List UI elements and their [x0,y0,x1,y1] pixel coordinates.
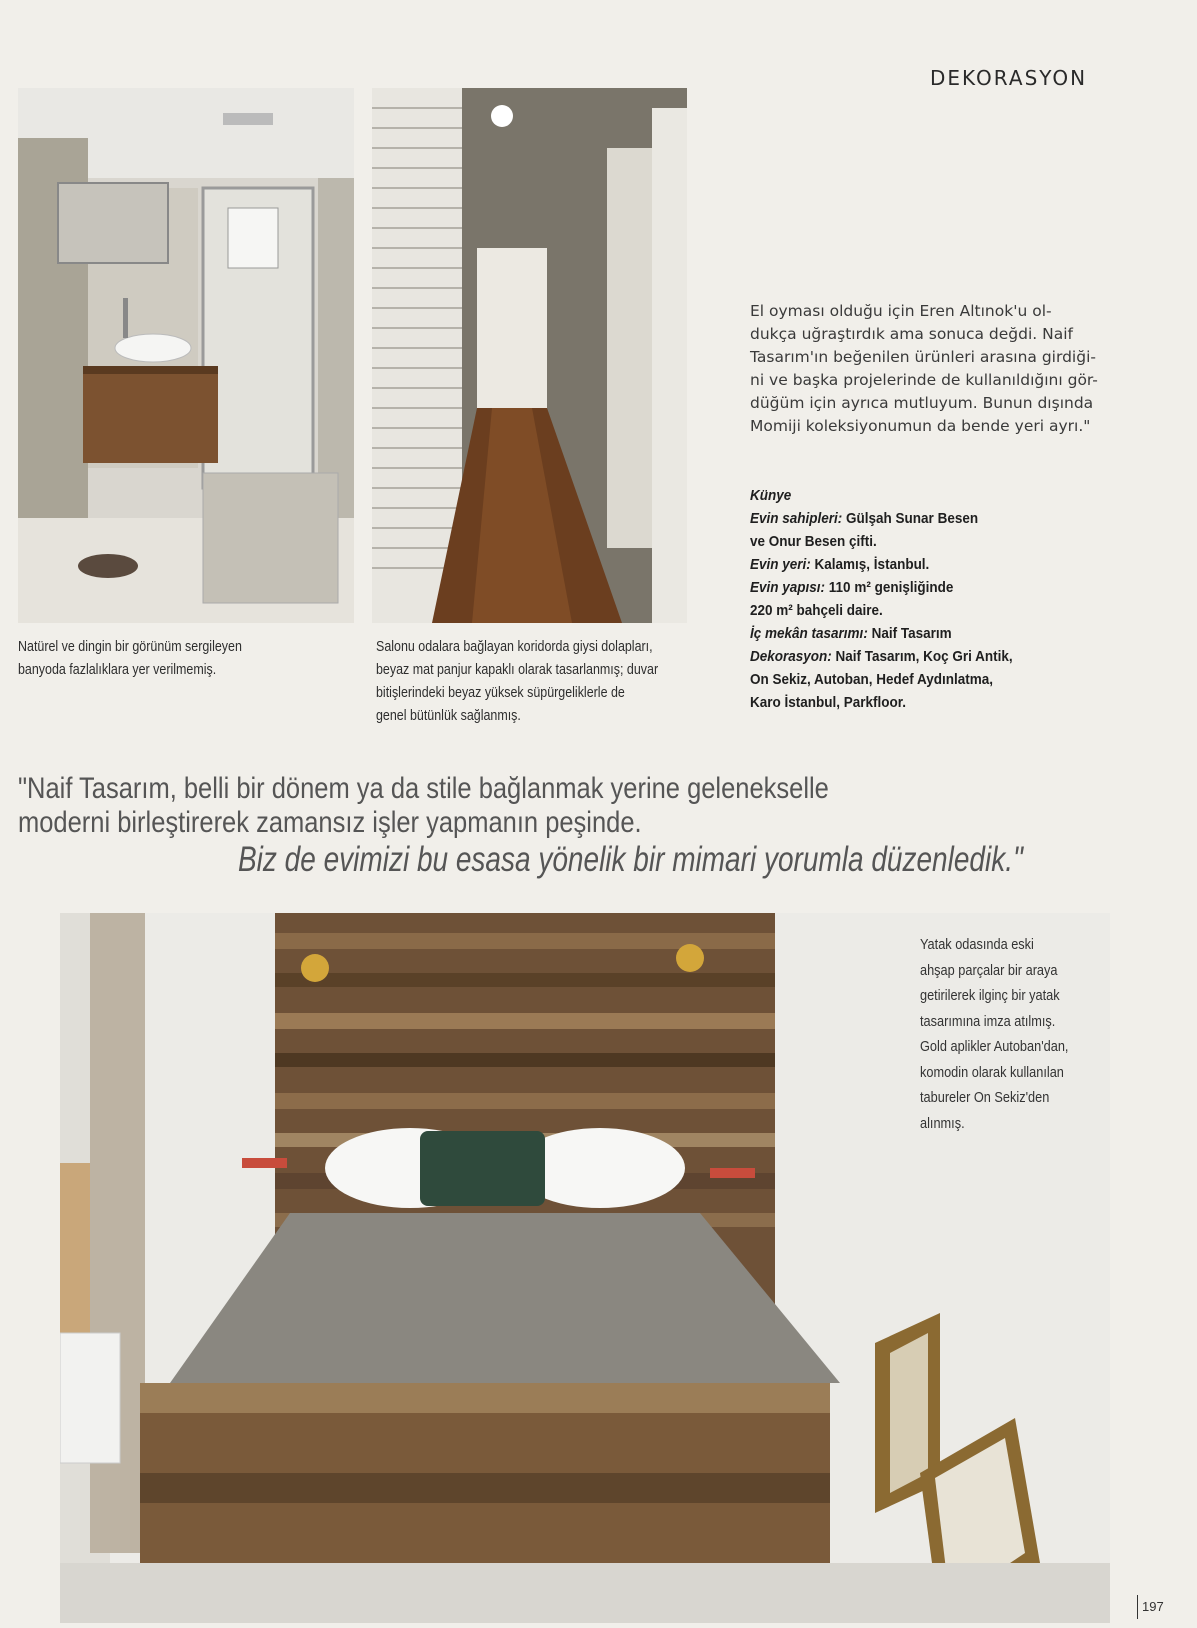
caption-line: ahşap parçalar bir araya [920,961,1058,979]
pull-quote [18,772,953,840]
kunye-value: Gülşah Sunar Besen [842,510,979,527]
quote-line: El oyması olduğu için Eren Altınok'u ol- [750,302,1052,320]
kunye-value: Karo İstanbul, Parkfloor. [750,694,907,711]
caption-line: banyoda fazlalıklara yer verilmemiş. [18,662,217,678]
caption-line: bitişlerindeki beyaz yüksek süpürgeliklerle de [376,685,625,701]
caption-line: getirilerek ilginç bir yatak [920,987,1060,1004]
kunye-label: Dekorasyon: [750,648,832,665]
caption-line: Gold aplikler Autoban'dan, [920,1038,1069,1055]
bathroom-photo [18,88,354,623]
kunye-value: Kalamış, İstanbul. [810,556,930,573]
kunye-title: Künye [750,487,792,504]
corridor-caption [376,636,686,728]
corridor-photo [372,88,687,623]
kunye-decor [750,645,1074,668]
pull-quote-line: "Naif Tasarım, belli bir dönem ya da stile bağlanmak yerine gelenekselle [18,772,829,805]
kunye-label: İç mekân tasarımı: [750,625,868,642]
caption-line: tasarımına imza atılmış. [920,1012,1056,1030]
caption-line: beyaz mat panjur kapaklı olarak tasarlanmış; duvar [376,662,659,678]
kunye-value: Naif Tasarım [867,625,952,642]
quote-line: Momiji koleksiyonumun da bende yeri ayrı." [750,417,1091,435]
caption-line: Yatak odasında eski [920,936,1034,953]
intro-quote [750,300,1135,438]
kunye-value: On Sekiz, Autoban, Hedef Aydınlatma, [750,671,994,688]
caption-line: genel bütünlük sağlanmış. [376,708,521,724]
quote-line: ni ve başka projelerinde de kullanıldığını gör- [750,371,1098,389]
kunye-value: 110 m² genişliğinde [825,579,954,596]
page-number: 197 [1137,1595,1164,1619]
caption-line: alınmış. [920,1114,965,1132]
section-title: DEKORASYON [930,66,1088,90]
kunye-value: ve Onur Besen çifti. [750,533,877,550]
kunye-label: Evin sahipleri: [750,510,843,527]
caption-line: Natürel ve dingin bir görünüm sergileyen [18,639,242,655]
quote-line: düğüm için ayrıca mutluyum. Bunun dışında [750,394,1094,412]
pull-quote-italic: Biz de evimizi bu esasa yönelik bir mimari yorumla düzenledik." [238,840,1023,879]
kunye-label: Evin yapısı: [750,579,826,596]
bathroom-caption [18,636,293,682]
kunye-place [750,553,1074,576]
quote-line: dukça uğraştırdık ama sonuca değdi. Naif [750,325,1073,343]
pull-quote-line: moderni birleştirerek zamansız işler yapmanın peşinde. [18,806,642,839]
kunye-block [750,484,1074,714]
kunye-owners [750,507,1074,530]
bedroom-caption [920,932,1073,1136]
kunye-structure [750,576,1074,599]
caption-line: Salonu odalara bağlayan koridorda giysi dolapları, [376,639,653,655]
kunye-value: 220 m² bahçeli daire. [750,602,883,619]
kunye-label: Evin yeri: [750,556,811,573]
quote-line: Tasarım'ın beğenilen ürünleri arasına girdiği- [750,348,1096,366]
kunye-interior [750,622,1074,645]
caption-line: tabureler On Sekiz'den [920,1089,1050,1106]
caption-line: komodin olarak kullanılan [920,1063,1064,1081]
kunye-value: Naif Tasarım, Koç Gri Antik, [831,648,1013,665]
